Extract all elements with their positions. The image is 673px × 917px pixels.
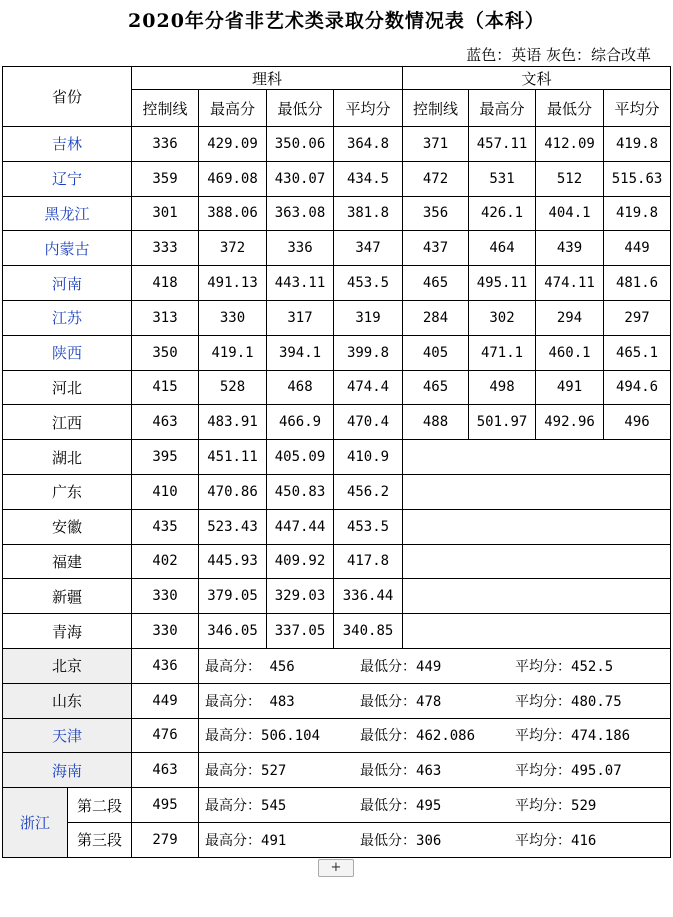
table-row <box>3 405 671 440</box>
reform-summary <box>199 788 671 823</box>
score-cell: 301 <box>132 196 199 231</box>
score-cell: 405.09 <box>267 440 334 475</box>
header-science: 理科 <box>132 67 403 90</box>
score-cell: 379.05 <box>199 579 267 614</box>
header-col-min: 最低分 <box>267 90 334 127</box>
segment-label: 第三段 <box>68 822 132 857</box>
score-cell: 465.1 <box>604 335 671 370</box>
score-cell: 531 <box>469 161 536 196</box>
score-cell: 430.07 <box>267 161 334 196</box>
reform-summary <box>199 718 671 753</box>
score-cell: 313 <box>132 300 199 335</box>
score-cell: 435 <box>132 509 199 544</box>
table-row <box>3 788 671 823</box>
score-cell: 468 <box>267 370 334 405</box>
score-cell: 491 <box>536 370 604 405</box>
score-cell: 419.8 <box>604 196 671 231</box>
score-cell: 453.5 <box>334 266 403 301</box>
score-cell: 492.96 <box>536 405 604 440</box>
score-cell: 466.9 <box>267 405 334 440</box>
score-cell: 474.11 <box>536 266 604 301</box>
score-cell: 439 <box>536 231 604 266</box>
score-cell: 410.9 <box>334 440 403 475</box>
province-cell: 湖北 <box>3 440 132 475</box>
score-cell: 410 <box>132 474 199 509</box>
table-row <box>3 127 671 162</box>
score-cell: 495.11 <box>469 266 536 301</box>
score-cell: 415 <box>132 370 199 405</box>
summary-avg: 平均分：416 <box>515 832 597 849</box>
score-cell: 496 <box>604 405 671 440</box>
empty-cell <box>403 544 671 579</box>
score-cell: 495 <box>132 788 199 823</box>
empty-cell <box>403 614 671 649</box>
score-cell: 330 <box>132 614 199 649</box>
header-col-avg: 平均分 <box>334 90 403 127</box>
score-cell: 329.03 <box>267 579 334 614</box>
score-cell: 523.43 <box>199 509 267 544</box>
score-cell: 381.8 <box>334 196 403 231</box>
summary-max: 最高分：506.104 <box>205 728 321 745</box>
summary-avg: 平均分：452.5 <box>515 658 614 675</box>
score-cell: 450.83 <box>267 474 334 509</box>
table-row <box>3 683 671 718</box>
province-cell: 江西 <box>3 405 132 440</box>
province-cell: 广东 <box>3 474 132 509</box>
summary-min: 最低分：306 <box>360 832 442 849</box>
header-col-control: 控制线 <box>403 90 469 127</box>
province-cell: 河南 <box>3 266 132 301</box>
score-cell: 436 <box>132 648 199 683</box>
score-cell: 409.92 <box>267 544 334 579</box>
summary-min: 最低分：463 <box>360 763 442 780</box>
score-cell: 333 <box>132 231 199 266</box>
table-row <box>3 648 671 683</box>
score-cell: 465 <box>403 266 469 301</box>
score-cell: 399.8 <box>334 335 403 370</box>
score-cell: 336 <box>132 127 199 162</box>
score-cell: 412.09 <box>536 127 604 162</box>
score-cell: 419.8 <box>604 127 671 162</box>
score-cell: 481.6 <box>604 266 671 301</box>
summary-min: 最低分：462.086 <box>360 728 476 745</box>
score-cell: 469.08 <box>199 161 267 196</box>
score-cell: 294 <box>536 300 604 335</box>
province-cell: 新疆 <box>3 579 132 614</box>
score-cell: 284 <box>403 300 469 335</box>
score-cell: 476 <box>132 718 199 753</box>
header-province: 省份 <box>3 67 132 127</box>
province-cell: 吉林 <box>3 127 132 162</box>
score-cell: 465 <box>403 370 469 405</box>
score-cell: 472 <box>403 161 469 196</box>
table-row <box>3 335 671 370</box>
score-cell: 483.91 <box>199 405 267 440</box>
score-cell: 463 <box>132 753 199 788</box>
province-cell: 辽宁 <box>3 161 132 196</box>
summary-avg: 平均分：474.186 <box>515 728 631 745</box>
summary-avg: 平均分：529 <box>515 798 597 815</box>
province-cell: 浙江 <box>3 788 68 858</box>
score-cell: 419.1 <box>199 335 267 370</box>
score-cell: 359 <box>132 161 199 196</box>
province-cell: 安徽 <box>3 509 132 544</box>
reform-summary <box>199 648 671 683</box>
province-cell: 北京 <box>3 648 132 683</box>
summary-avg: 平均分：495.07 <box>515 763 622 780</box>
score-cell: 470.86 <box>199 474 267 509</box>
score-cell: 336 <box>267 231 334 266</box>
table-row <box>3 509 671 544</box>
province-cell: 天津 <box>3 718 132 753</box>
score-cell: 447.44 <box>267 509 334 544</box>
table-row <box>3 753 671 788</box>
score-cell: 443.11 <box>267 266 334 301</box>
score-cell: 330 <box>132 579 199 614</box>
reform-summary <box>199 753 671 788</box>
score-cell: 449 <box>132 683 199 718</box>
score-cell: 491.13 <box>199 266 267 301</box>
score-cell: 456.2 <box>334 474 403 509</box>
score-cell: 515.63 <box>604 161 671 196</box>
score-cell: 346.05 <box>199 614 267 649</box>
score-cell: 488 <box>403 405 469 440</box>
reform-summary <box>199 683 671 718</box>
score-cell: 330 <box>199 300 267 335</box>
score-cell: 528 <box>199 370 267 405</box>
score-cell: 418 <box>132 266 199 301</box>
score-cell: 279 <box>132 822 199 857</box>
empty-cell <box>403 440 671 475</box>
table-row <box>3 370 671 405</box>
header-col-avg: 平均分 <box>604 90 671 127</box>
score-cell: 302 <box>469 300 536 335</box>
score-cell: 457.11 <box>469 127 536 162</box>
score-cell: 363.08 <box>267 196 334 231</box>
province-cell: 黑龙江 <box>3 196 132 231</box>
score-cell: 501.97 <box>469 405 536 440</box>
score-cell: 404.1 <box>536 196 604 231</box>
score-cell: 451.11 <box>199 440 267 475</box>
table-row <box>3 614 671 649</box>
add-row-button[interactable]: + <box>318 859 354 877</box>
score-cell: 470.4 <box>334 405 403 440</box>
score-table <box>2 66 671 858</box>
score-cell: 453.5 <box>334 509 403 544</box>
score-cell: 417.8 <box>334 544 403 579</box>
header-col-max: 最高分 <box>469 90 536 127</box>
score-cell: 460.1 <box>536 335 604 370</box>
summary-min: 最低分：449 <box>360 658 442 675</box>
table-row <box>3 161 671 196</box>
province-cell: 内蒙古 <box>3 231 132 266</box>
table-row <box>3 196 671 231</box>
color-legend: 蓝色：英语 灰色：综合改革 <box>466 46 651 64</box>
score-cell: 394.1 <box>267 335 334 370</box>
score-cell: 372 <box>199 231 267 266</box>
province-cell: 福建 <box>3 544 132 579</box>
province-cell: 河北 <box>3 370 132 405</box>
summary-avg: 平均分：480.75 <box>515 693 622 710</box>
score-cell: 464 <box>469 231 536 266</box>
score-cell: 434.5 <box>334 161 403 196</box>
score-cell: 388.06 <box>199 196 267 231</box>
score-cell: 336.44 <box>334 579 403 614</box>
table-row <box>3 718 671 753</box>
score-cell: 429.09 <box>199 127 267 162</box>
score-cell: 426.1 <box>469 196 536 231</box>
score-cell: 471.1 <box>469 335 536 370</box>
province-cell: 海南 <box>3 753 132 788</box>
segment-label: 第二段 <box>68 788 132 823</box>
score-cell: 297 <box>604 300 671 335</box>
score-cell: 337.05 <box>267 614 334 649</box>
score-cell: 512 <box>536 161 604 196</box>
score-cell: 340.85 <box>334 614 403 649</box>
score-cell: 317 <box>267 300 334 335</box>
reform-summary <box>199 822 671 857</box>
table-row <box>3 474 671 509</box>
score-cell: 350 <box>132 335 199 370</box>
score-cell: 405 <box>403 335 469 370</box>
score-cell: 474.4 <box>334 370 403 405</box>
header-col-max: 最高分 <box>199 90 267 127</box>
score-cell: 494.6 <box>604 370 671 405</box>
table-row <box>3 579 671 614</box>
score-cell: 319 <box>334 300 403 335</box>
score-cell: 402 <box>132 544 199 579</box>
table-row <box>3 266 671 301</box>
header-col-control: 控制线 <box>132 90 199 127</box>
empty-cell <box>403 579 671 614</box>
score-cell: 445.93 <box>199 544 267 579</box>
summary-min: 最低分：478 <box>360 693 442 710</box>
province-cell: 青海 <box>3 614 132 649</box>
score-cell: 371 <box>403 127 469 162</box>
header-col-min: 最低分 <box>536 90 604 127</box>
summary-max: 最高分：527 <box>205 763 287 780</box>
summary-max: 最高分：491 <box>205 832 287 849</box>
header-arts: 文科 <box>403 67 671 90</box>
score-cell: 463 <box>132 405 199 440</box>
province-cell: 江苏 <box>3 300 132 335</box>
score-cell: 350.06 <box>267 127 334 162</box>
empty-cell <box>403 509 671 544</box>
table-row <box>3 300 671 335</box>
score-cell: 498 <box>469 370 536 405</box>
score-cell: 356 <box>403 196 469 231</box>
table-row <box>3 822 671 857</box>
table-row <box>3 231 671 266</box>
summary-min: 最低分：495 <box>360 798 442 815</box>
summary-max: 最高分：545 <box>205 798 287 815</box>
score-cell: 395 <box>132 440 199 475</box>
empty-cell <box>403 474 671 509</box>
score-cell: 364.8 <box>334 127 403 162</box>
score-cell: 449 <box>604 231 671 266</box>
table-row <box>3 544 671 579</box>
summary-max: 最高分： 456 <box>205 658 295 675</box>
table-row <box>3 440 671 475</box>
score-cell: 347 <box>334 231 403 266</box>
province-cell: 山东 <box>3 683 132 718</box>
page-title: 2020年分省非艺术类录取分数情况表（本科） <box>128 10 545 32</box>
summary-max: 最高分： 483 <box>205 693 295 710</box>
score-cell: 437 <box>403 231 469 266</box>
province-cell: 陕西 <box>3 335 132 370</box>
